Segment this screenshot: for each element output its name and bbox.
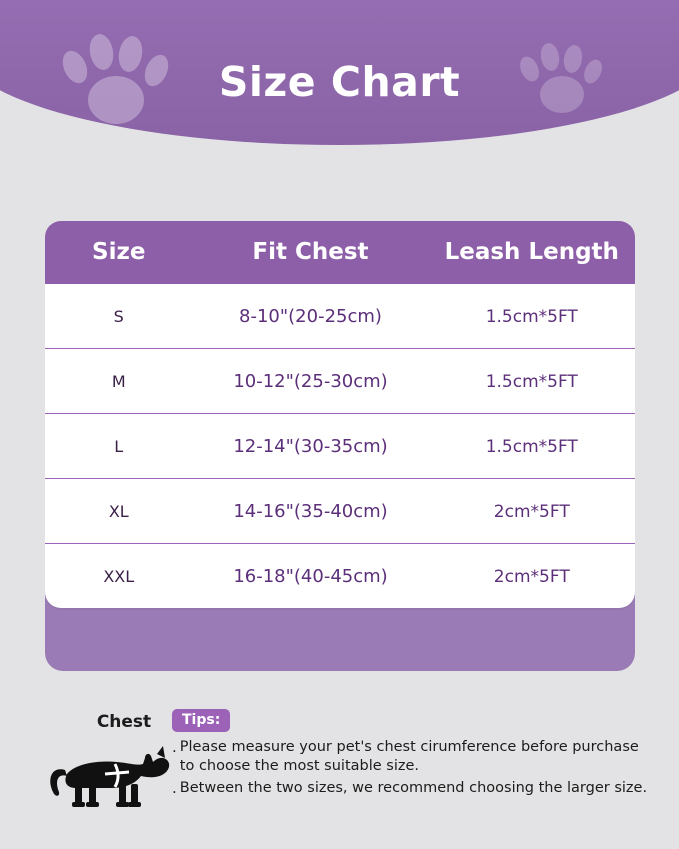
cell-leash-length: 1.5cm*5FT [429,284,636,349]
tip-item [172,779,650,798]
table-row [45,544,635,609]
table-body [45,284,635,608]
table-row [45,414,635,479]
page-header [0,0,679,160]
cell-size: S [45,284,193,349]
table-row [45,349,635,414]
cell-leash-length: 2cm*5FT [493,566,570,587]
cell-leash-length: 1.5cm*5FT [429,414,636,479]
bullet-dot-icon: . [172,779,177,797]
cell-size: M [45,349,193,414]
column-header-fit-chest: Fit Chest [193,221,429,284]
bullet-dot-icon: . [172,738,177,756]
cell-leash-length: 1.5cm*5FT [429,349,636,414]
tips-list [172,738,650,801]
cell-fit-chest: 14-16"(35-40cm) [193,479,429,544]
chest-measurement-label: Chest [96,712,152,732]
tips-badge: Tips: [172,709,230,732]
tip-item [172,738,650,776]
cell-fit-chest: 16-18"(40-45cm) [233,566,388,587]
cell-fit-chest: 12-14"(30-35cm) [193,414,429,479]
cell-size: XXL [103,567,135,586]
cell-fit-chest: 8-10"(20-25cm) [193,284,429,349]
size-chart-card [45,221,635,608]
cell-size: XL [45,479,193,544]
cell-size: L [45,414,193,479]
table-row [45,479,635,544]
table-header-row [45,221,635,284]
size-chart-table [45,221,635,608]
table-header [45,221,635,284]
tip-text: Between the two sizes, we recommend choosing the larger size. [179,780,648,796]
tips-section [0,700,679,840]
column-header-leash-length: Leash Length [429,221,636,284]
tip-text: Please measure your pet's chest cirumference before purchase to choose the most suitable size. [179,739,639,774]
table-row [45,284,635,349]
cell-leash-length: 2cm*5FT [429,479,636,544]
page-title: Size Chart [218,58,461,106]
column-header-size: Size [45,221,193,284]
cell-fit-chest: 10-12"(25-30cm) [193,349,429,414]
